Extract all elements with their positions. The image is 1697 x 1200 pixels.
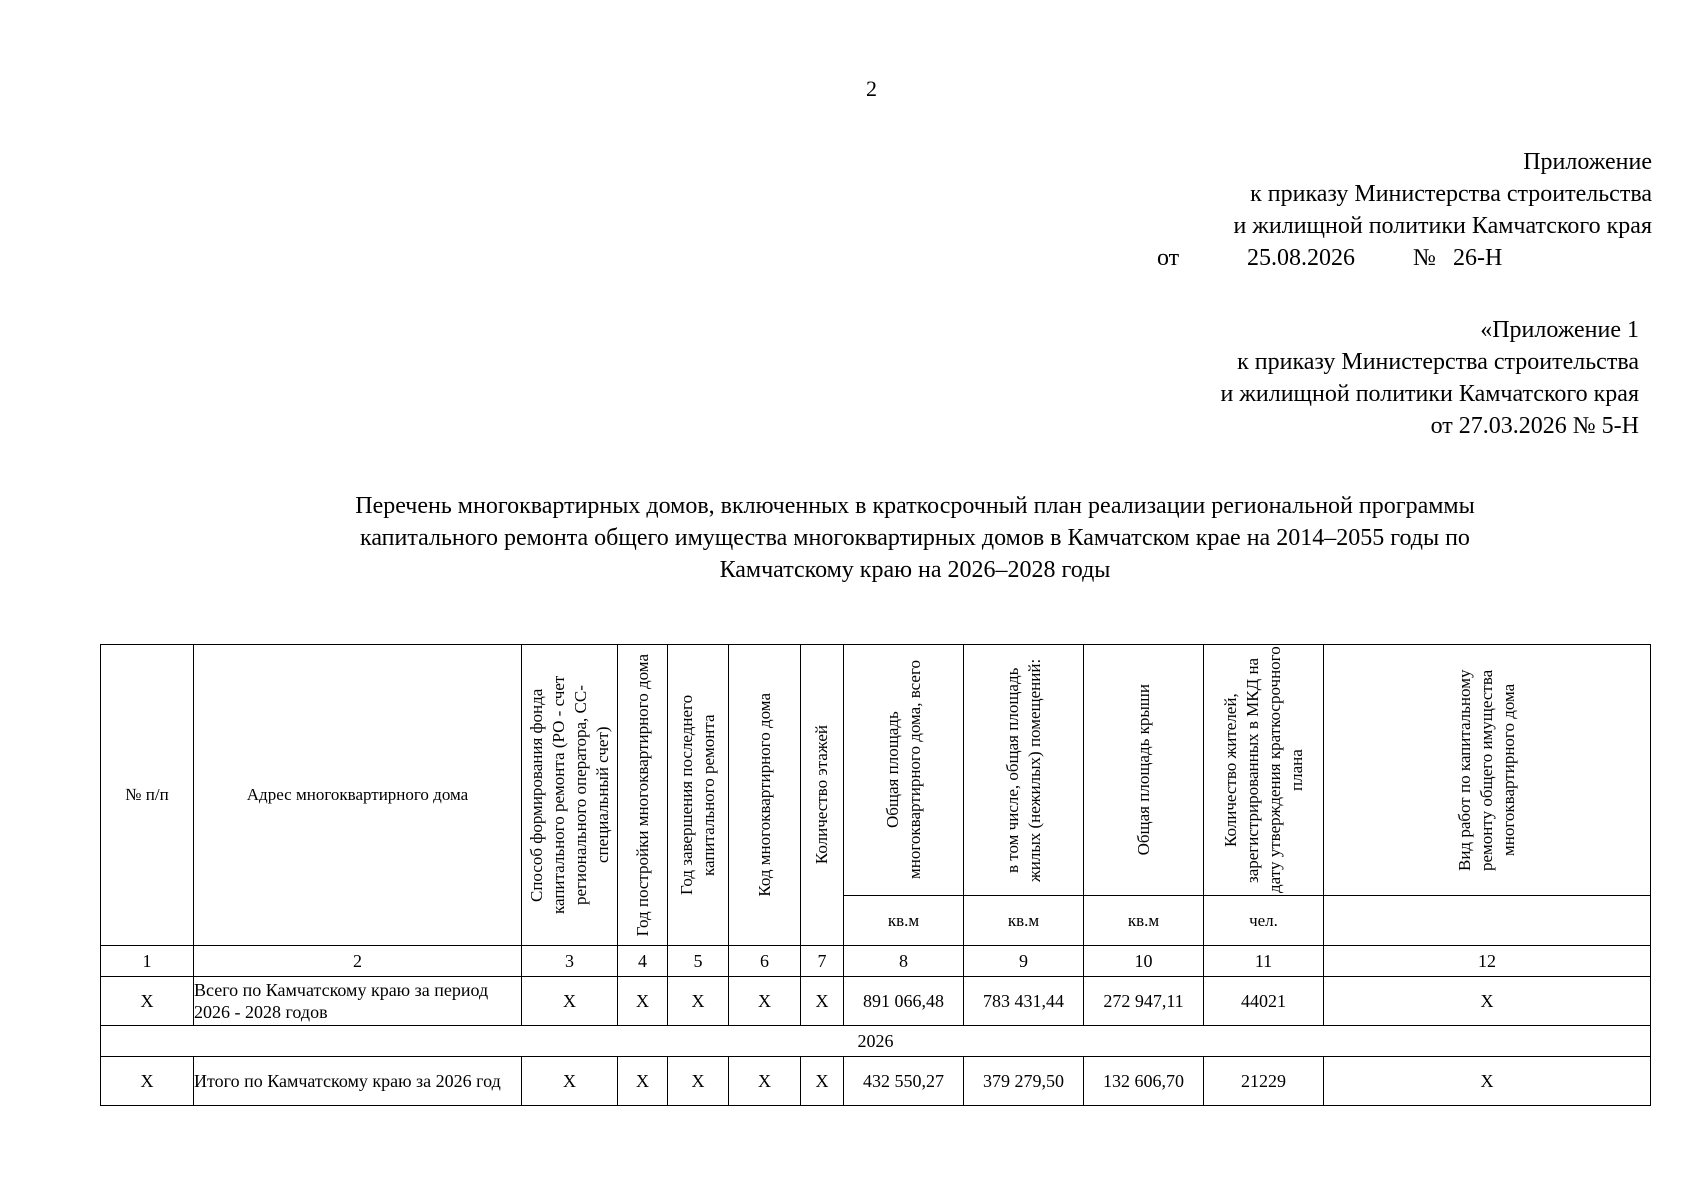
colnum-11: 11 bbox=[1204, 946, 1324, 977]
row-c3: Х bbox=[522, 1057, 618, 1106]
row-c5: Х bbox=[668, 1057, 729, 1106]
row-residents: 44021 bbox=[1204, 977, 1324, 1026]
unit-area-living: кв.м bbox=[964, 896, 1084, 946]
header-residents: Количество жителей, зарегистрированных в МКД на дату утверждения краткосрочного плана bbox=[1204, 645, 1324, 896]
unit-residents: чел. bbox=[1204, 896, 1324, 946]
houses-table bbox=[100, 644, 1651, 1106]
title-line2: капитального ремонта общего имущества многоквартирных домов в Камчатском крае на 2014–2055 годы по bbox=[360, 525, 1470, 551]
row-area-living: 379 279,50 bbox=[964, 1057, 1084, 1106]
unit-area-total: кв.м bbox=[844, 896, 964, 946]
order-date: 25.08.2026 bbox=[1247, 245, 1355, 271]
row-work-type: Х bbox=[1324, 1057, 1651, 1106]
year-label: 2026 bbox=[101, 1026, 1651, 1057]
colnum-8: 8 bbox=[844, 946, 964, 977]
header-area-living: в том числе, общая площадь жилых (нежилых) помещений: bbox=[964, 645, 1084, 896]
appendix-title: Приложение bbox=[1523, 149, 1652, 175]
colnum-9: 9 bbox=[964, 946, 1084, 977]
row-address: Всего по Камчатскому краю за период 2026 - 2028 годов bbox=[194, 977, 522, 1026]
row-c7: Х bbox=[801, 977, 844, 1026]
unit-work-type-empty bbox=[1324, 896, 1651, 946]
row-residents: 21229 bbox=[1204, 1057, 1324, 1106]
header-house-code: Код многоквартирного дома bbox=[729, 645, 801, 946]
header-fund-method: Способ формирования фонда капитального ремонта (РО - счет регионального оператора, СС- специальный счет) bbox=[522, 645, 618, 946]
date-prefix: от bbox=[1157, 245, 1180, 271]
header-area-total: Общая площадь многоквартирного дома, всего bbox=[844, 645, 964, 896]
row-c6: Х bbox=[729, 977, 801, 1026]
row-c4: Х bbox=[618, 977, 668, 1026]
row-area-living: 783 431,44 bbox=[964, 977, 1084, 1026]
column-numbers-row bbox=[101, 946, 1651, 977]
original-appendix-line4: от 27.03.2026 № 5-Н bbox=[1430, 413, 1639, 439]
header-last-repair-year: Год завершения последнего капитального ремонта bbox=[668, 645, 729, 946]
colnum-5: 5 bbox=[668, 946, 729, 977]
row-area-total: 891 066,48 bbox=[844, 977, 964, 1026]
row-address: Итого по Камчатскому краю за 2026 год bbox=[194, 1057, 522, 1106]
original-appendix-line3: и жилищной политики Камчатского края bbox=[1220, 381, 1639, 407]
row-work-type: Х bbox=[1324, 977, 1651, 1026]
row-roof-area: 132 606,70 bbox=[1084, 1057, 1204, 1106]
colnum-4: 4 bbox=[618, 946, 668, 977]
document-title bbox=[240, 490, 1590, 586]
header-address: Адрес многоквартирного дома bbox=[194, 645, 522, 946]
row-area-total: 432 550,27 bbox=[844, 1057, 964, 1106]
row-roof-area: 272 947,11 bbox=[1084, 977, 1204, 1026]
appendix-date-line bbox=[1157, 242, 1652, 274]
header-roof-area: Общая площадь крыши bbox=[1084, 645, 1204, 896]
title-line1: Перечень многоквартирных домов, включенных в краткосрочный план реализации региональной программы bbox=[355, 493, 1475, 519]
colnum-7: 7 bbox=[801, 946, 844, 977]
appendix-line2: к приказу Министерства строительства bbox=[1250, 181, 1652, 207]
page-number: 2 bbox=[866, 76, 877, 101]
year-row bbox=[101, 1026, 1651, 1057]
colnum-2: 2 bbox=[194, 946, 522, 977]
row-num: Х bbox=[101, 977, 194, 1026]
row-c4: Х bbox=[618, 1057, 668, 1106]
header-work-type: Вид работ по капитальному ремонту общего имущества многоквартирного дома bbox=[1324, 645, 1651, 896]
header-floors: Количество этажей bbox=[801, 645, 844, 946]
colnum-1: 1 bbox=[101, 946, 194, 977]
colnum-3: 3 bbox=[522, 946, 618, 977]
header-num: № п/п bbox=[101, 645, 194, 946]
colnum-12: 12 bbox=[1324, 946, 1651, 977]
original-appendix-header bbox=[1220, 314, 1639, 442]
title-line3: Камчатскому краю на 2026–2028 годы bbox=[719, 557, 1111, 583]
appendix-header bbox=[1157, 146, 1652, 274]
number-prefix: № bbox=[1413, 245, 1436, 271]
colnum-10: 10 bbox=[1084, 946, 1204, 977]
header-row bbox=[101, 645, 1651, 896]
original-appendix-title: «Приложение 1 bbox=[1480, 317, 1639, 343]
header-build-year: Год постройки многоквартирного дома bbox=[618, 645, 668, 946]
original-appendix-line2: к приказу Министерства строительства bbox=[1237, 349, 1639, 375]
row-c6: Х bbox=[729, 1057, 801, 1106]
order-number: 26-Н bbox=[1453, 245, 1503, 271]
colnum-6: 6 bbox=[729, 946, 801, 977]
row-c7: Х bbox=[801, 1057, 844, 1106]
row-c3: Х bbox=[522, 977, 618, 1026]
appendix-line3: и жилищной политики Камчатского края bbox=[1233, 213, 1652, 239]
table-row bbox=[101, 977, 1651, 1026]
row-c5: Х bbox=[668, 977, 729, 1026]
unit-roof-area: кв.м bbox=[1084, 896, 1204, 946]
row-num: Х bbox=[101, 1057, 194, 1106]
table-row bbox=[101, 1057, 1651, 1106]
